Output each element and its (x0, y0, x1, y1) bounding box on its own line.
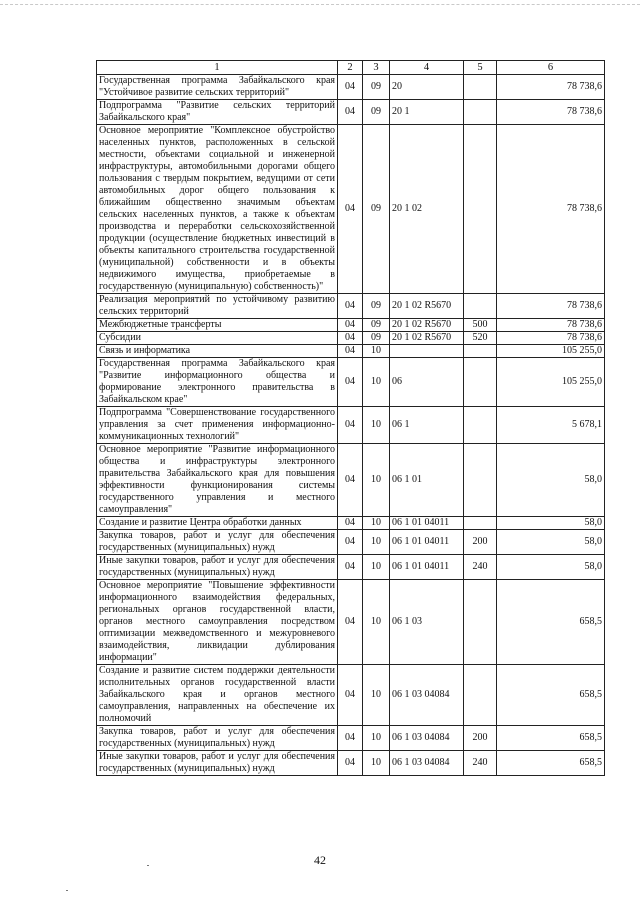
row-target-code: 06 1 01 04011 (390, 530, 464, 555)
table-row (97, 580, 605, 665)
row-section: 04 (338, 555, 363, 580)
table-row (97, 751, 605, 776)
row-subsection: 09 (363, 294, 390, 319)
row-subsection: 10 (363, 358, 390, 407)
row-target-code: 20 1 02 R5670 (390, 294, 464, 319)
row-subsection: 10 (363, 517, 390, 530)
row-name: Иные закупки товаров, работ и услуг для обеспечения государственных (муниципальных) нужд (97, 555, 338, 580)
row-subsection: 09 (363, 319, 390, 332)
row-subsection: 09 (363, 125, 390, 294)
row-name: Закупка товаров, работ и услуг для обеспечения государственных (муниципальных) нужд (97, 726, 338, 751)
row-amount: 58,0 (497, 444, 605, 517)
table-row (97, 345, 605, 358)
row-target-code: 20 (390, 75, 464, 100)
row-subsection: 10 (363, 665, 390, 726)
scan-top-edge (0, 4, 640, 5)
row-subsection: 10 (363, 345, 390, 358)
row-target-code: 06 1 03 04084 (390, 726, 464, 751)
table-row (97, 517, 605, 530)
scan-speck (147, 865, 149, 866)
row-section: 04 (338, 407, 363, 444)
row-target-code: 06 1 01 (390, 444, 464, 517)
row-expense-type (464, 444, 497, 517)
row-target-code: 20 1 02 R5670 (390, 332, 464, 345)
row-amount: 58,0 (497, 555, 605, 580)
row-section: 04 (338, 726, 363, 751)
row-name: Основное мероприятие "Развитие информационного общества и инфраструктуры электронного правительства Забайкальского края для повышения эффективности функционирования системы государственного управления и местного самоуправления" (97, 444, 338, 517)
row-name: Основное мероприятие "Повышение эффективности информационного взаимодействия федеральных, региональных органов государственной власти, органов местного самоуправления посредством оптимизации межведомственного и межуровневого взаимодействия, ликвидации дублирования информации" (97, 580, 338, 665)
row-expense-type (464, 358, 497, 407)
row-amount: 78 738,6 (497, 75, 605, 100)
row-section: 04 (338, 358, 363, 407)
row-target-code: 20 1 02 (390, 125, 464, 294)
column-header: 1 (97, 61, 338, 75)
row-section: 04 (338, 294, 363, 319)
row-name: Субсидии (97, 332, 338, 345)
row-expense-type (464, 75, 497, 100)
row-target-code: 06 1 03 04084 (390, 751, 464, 776)
budget-table (96, 60, 605, 776)
row-expense-type (464, 345, 497, 358)
row-name: Основное мероприятие "Комплексное обустройство населенных пунктов, расположенных в сельской местности, объектами социальной и инженерной инфраструктуры, автомобильными дорогами общего пользования с твердым покрытием, ведущими от сети автомобильных дорог общего пользования к ближайшим общественно значимым объектам сельских населенных пунктов, а также к объектам производства и переработки сельскохозяйственной продукции (осуществление бюджетных инвестиций в объекты капитального строительства государственной (муниципальной) собственности и в объекты недвижимого имущества, приобретаемые в государственную (муниципальную) собственность)" (97, 125, 338, 294)
table-row (97, 407, 605, 444)
row-target-code: 06 1 (390, 407, 464, 444)
row-expense-type: 240 (464, 751, 497, 776)
table-row (97, 75, 605, 100)
row-amount: 658,5 (497, 751, 605, 776)
row-expense-type: 200 (464, 726, 497, 751)
row-target-code: 06 (390, 358, 464, 407)
table-row (97, 294, 605, 319)
table-row (97, 358, 605, 407)
row-section: 04 (338, 530, 363, 555)
row-amount: 658,5 (497, 580, 605, 665)
row-amount: 58,0 (497, 517, 605, 530)
row-amount: 658,5 (497, 665, 605, 726)
table-row (97, 530, 605, 555)
row-amount: 658,5 (497, 726, 605, 751)
row-name: Государственная программа Забайкальского края "Устойчивое развитие сельских территорий" (97, 75, 338, 100)
row-subsection: 10 (363, 555, 390, 580)
row-subsection: 10 (363, 751, 390, 776)
row-expense-type: 520 (464, 332, 497, 345)
row-section: 04 (338, 580, 363, 665)
row-section: 04 (338, 332, 363, 345)
row-subsection: 10 (363, 726, 390, 751)
row-amount: 105 255,0 (497, 358, 605, 407)
row-section: 04 (338, 125, 363, 294)
table-row (97, 665, 605, 726)
row-name: Иные закупки товаров, работ и услуг для обеспечения государственных (муниципальных) нужд (97, 751, 338, 776)
row-amount: 78 738,6 (497, 125, 605, 294)
row-target-code: 06 1 01 04011 (390, 555, 464, 580)
row-amount: 78 738,6 (497, 332, 605, 345)
row-expense-type (464, 580, 497, 665)
row-expense-type (464, 294, 497, 319)
row-expense-type (464, 100, 497, 125)
row-amount: 78 738,6 (497, 319, 605, 332)
row-subsection: 09 (363, 100, 390, 125)
row-section: 04 (338, 517, 363, 530)
row-name: Реализация мероприятий по устойчивому развитию сельских территорий (97, 294, 338, 319)
row-name: Создание и развитие Центра обработки данных (97, 517, 338, 530)
row-expense-type (464, 665, 497, 726)
row-name: Подпрограмма "Совершенствование государственного управления за счет применения информационно-коммуникационных технологий" (97, 407, 338, 444)
page-number: 42 (314, 853, 326, 867)
row-target-code (390, 345, 464, 358)
column-header: 4 (390, 61, 464, 75)
row-expense-type: 200 (464, 530, 497, 555)
row-name: Создание и развитие систем поддержки деятельности исполнительных органов государственной власти Забайкальского края и органов местного самоуправления, направленных на обеспечение их полномочий (97, 665, 338, 726)
row-section: 04 (338, 319, 363, 332)
row-section: 04 (338, 100, 363, 125)
table-row (97, 726, 605, 751)
column-header: 5 (464, 61, 497, 75)
row-amount: 105 255,0 (497, 345, 605, 358)
row-target-code: 20 1 (390, 100, 464, 125)
row-target-code: 06 1 01 04011 (390, 517, 464, 530)
row-section: 04 (338, 751, 363, 776)
row-name: Связь и информатика (97, 345, 338, 358)
column-header: 2 (338, 61, 363, 75)
row-name: Межбюджетные трансферты (97, 319, 338, 332)
row-section: 04 (338, 345, 363, 358)
row-subsection: 10 (363, 444, 390, 517)
row-section: 04 (338, 665, 363, 726)
row-expense-type (464, 407, 497, 444)
row-amount: 58,0 (497, 530, 605, 555)
table-row (97, 125, 605, 294)
row-expense-type: 240 (464, 555, 497, 580)
row-subsection: 09 (363, 75, 390, 100)
row-target-code: 06 1 03 04084 (390, 665, 464, 726)
row-subsection: 10 (363, 580, 390, 665)
table-row (97, 332, 605, 345)
table-row (97, 555, 605, 580)
column-header: 6 (497, 61, 605, 75)
row-amount: 78 738,6 (497, 294, 605, 319)
row-name: Подпрограмма "Развитие сельских территорий Забайкальского края" (97, 100, 338, 125)
row-name: Закупка товаров, работ и услуг для обеспечения государственных (муниципальных) нужд (97, 530, 338, 555)
row-section: 04 (338, 444, 363, 517)
row-expense-type: 500 (464, 319, 497, 332)
row-target-code: 20 1 02 R5670 (390, 319, 464, 332)
table-row (97, 100, 605, 125)
row-target-code: 06 1 03 (390, 580, 464, 665)
row-expense-type (464, 517, 497, 530)
row-amount: 5 678,1 (497, 407, 605, 444)
row-amount: 78 738,6 (497, 100, 605, 125)
row-subsection: 10 (363, 407, 390, 444)
row-section: 04 (338, 75, 363, 100)
table-header-row (97, 61, 605, 75)
column-header: 3 (363, 61, 390, 75)
table-row (97, 444, 605, 517)
row-subsection: 09 (363, 332, 390, 345)
scan-speck (66, 890, 68, 891)
row-subsection: 10 (363, 530, 390, 555)
row-name: Государственная программа Забайкальского края "Развитие информационного общества и формирование электронного правительства в Забайкальском крае" (97, 358, 338, 407)
table-row (97, 319, 605, 332)
row-expense-type (464, 125, 497, 294)
